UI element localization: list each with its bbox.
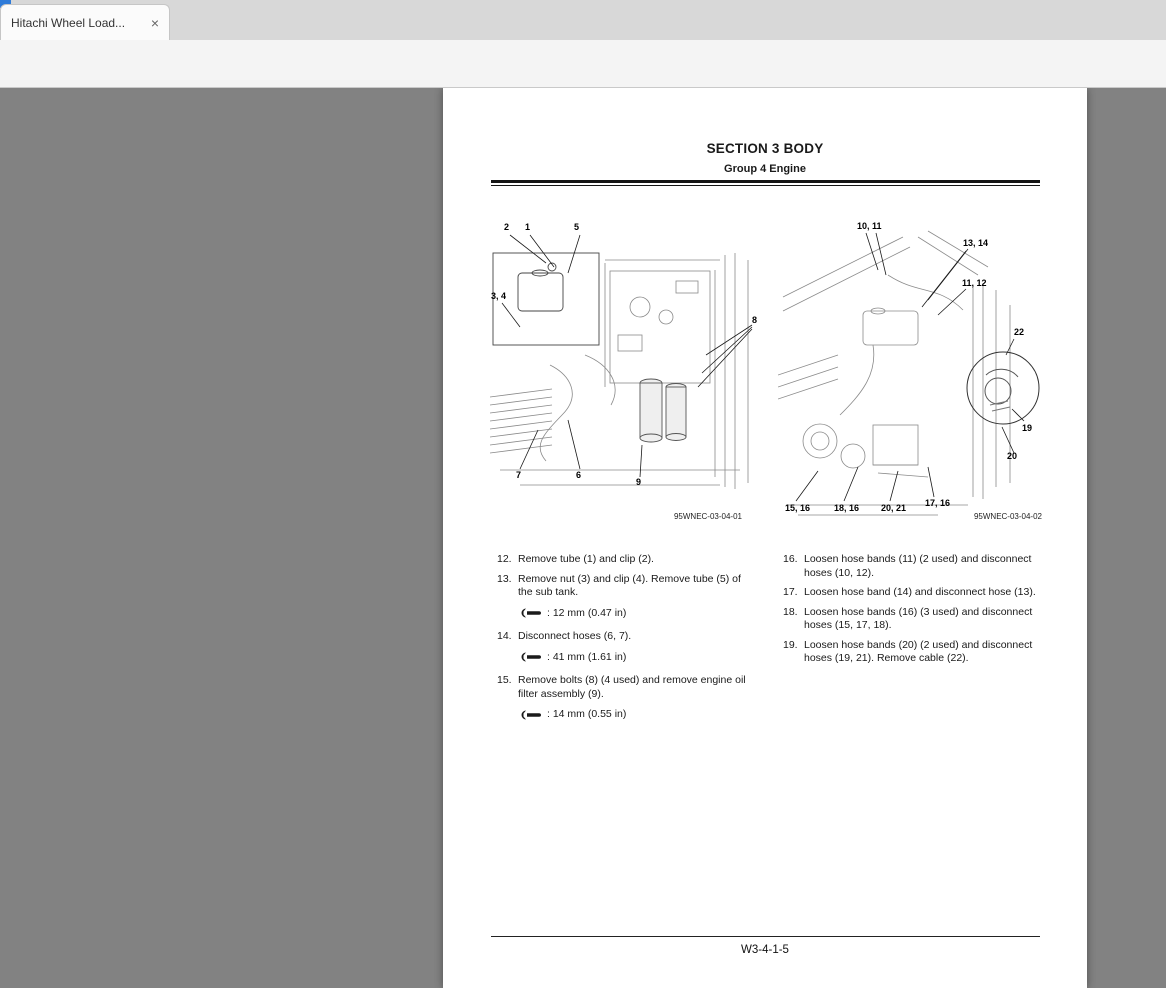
step-number: 16.: [783, 553, 798, 565]
step-number: 19.: [783, 638, 798, 651]
figure-art-left: [490, 215, 762, 527]
tab-title: Hitachi Wheel Load...: [11, 15, 126, 30]
spec-text: : 12 mm (0.47 in): [547, 606, 627, 619]
instructions-right-column: [783, 553, 1042, 672]
page-footer-code: W3-4-1-5: [741, 944, 789, 956]
step-text: Remove nut (3) and clip (4). Remove tube (5) of the sub tank.: [518, 572, 741, 598]
figure-caption: 95WNEC-03-04-01: [673, 512, 742, 521]
spec-text: : 14 mm (0.55 in): [547, 708, 627, 720]
header-rule: [491, 180, 1040, 186]
step-text: Loosen hose bands (16) (3 used) and disconnect hoses (15, 17, 18).: [804, 605, 1033, 631]
wrench-icon: [518, 710, 542, 720]
step-text: Remove bolts (8) (4 used) and remove engine oil filter assembly (9).: [518, 674, 746, 700]
callout-label: 11, 12: [962, 278, 987, 288]
step-item: [783, 586, 1042, 600]
step-text: Loosen hose bands (11) (2 used) and disconnect hoses (10, 12).: [804, 553, 1032, 579]
callout-label: 7: [516, 470, 522, 480]
step-text: Loosen hose bands (20) (2 used) and disconnect hoses (19, 21). Remove cable (22).: [804, 638, 1033, 664]
callout-label: 9: [636, 477, 642, 487]
wrench-icon: [518, 652, 542, 662]
wrench-spec: [518, 708, 753, 722]
step-item: [783, 639, 1042, 666]
wrench-icon: [518, 608, 542, 618]
callout-label: 8: [752, 315, 758, 325]
instructions-left-column: [497, 553, 753, 732]
section-title: SECTION 3 BODY: [706, 141, 824, 156]
wrench-spec: [518, 651, 753, 665]
document-viewport[interactable]: [0, 88, 1166, 988]
callout-label: 18, 16: [834, 503, 860, 513]
footer-rule: [491, 936, 1040, 937]
step-item: [497, 630, 753, 644]
step-item: [783, 553, 1042, 580]
main-toolbar: [0, 40, 1166, 88]
callout-label: 1: [525, 222, 531, 232]
step-text: Loosen hose band (14) and disconnect hose (13).: [804, 586, 1036, 598]
callout-label: 15, 16: [785, 503, 811, 513]
callout-label: 20: [1007, 451, 1018, 461]
callout-label: 13, 14: [963, 238, 989, 248]
step-number: 17.: [783, 586, 798, 598]
callout-label: 10, 11: [857, 221, 882, 231]
callout-label: 19: [1022, 423, 1033, 433]
document-tab[interactable]: [0, 4, 170, 40]
step-item: [497, 674, 753, 701]
spec-text: : 41 mm (1.61 in): [547, 650, 627, 663]
figure-art-right: [778, 215, 1042, 527]
callout-label: 6: [576, 470, 582, 480]
callout-label: 20, 21: [881, 503, 907, 513]
tab-close-icon[interactable]: ×: [150, 14, 159, 31]
callout-label: 3, 4: [491, 291, 507, 301]
step-number: 12.: [497, 553, 512, 565]
step-number: 13.: [497, 572, 512, 585]
step-item: [497, 553, 753, 567]
step-number: 14.: [497, 630, 512, 642]
figure-engine-right: [778, 215, 1042, 527]
callout-label: 5: [574, 222, 580, 232]
step-text: Disconnect hoses (6, 7).: [518, 630, 632, 642]
step-item: [783, 606, 1042, 633]
figure-caption: 95WNEC-03-04-02: [973, 512, 1042, 521]
tab-bar: [0, 0, 1166, 40]
step-item: [497, 573, 753, 600]
step-number: 18.: [783, 605, 798, 618]
wrench-spec: [518, 607, 753, 621]
figure-engine-left: [490, 215, 762, 527]
callout-label: 2: [504, 222, 510, 232]
step-text: Remove tube (1) and clip (2).: [518, 553, 654, 565]
callout-label: 17, 16: [925, 498, 951, 508]
step-number: 15.: [497, 674, 512, 686]
group-title: Group 4 Engine: [724, 163, 806, 175]
callout-label: 22: [1014, 327, 1025, 337]
pdf-page: [443, 88, 1087, 988]
